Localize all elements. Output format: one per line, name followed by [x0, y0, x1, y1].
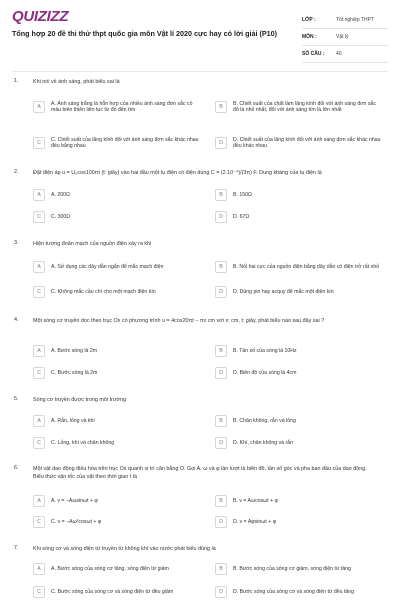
option-c[interactable] — [33, 583, 199, 601]
option-text: D. Chiết suất của lăng kính đối với ánh sáng đơn sắc khác nhau đều khác nhau — [233, 136, 381, 149]
option-text: A. Sử dụng các dây dẫn ngắn để mắc mạch điện — [51, 263, 164, 270]
question-number: 1. — [14, 78, 19, 84]
option-text: A. Rắn, lỏng và khí — [51, 417, 95, 424]
option-d[interactable] — [215, 365, 381, 381]
option-c[interactable] — [33, 435, 199, 451]
option-text: D. Dùng pin hay acquy để mắc một điện kín — [233, 288, 334, 295]
option-key: C — [33, 367, 45, 379]
question-text: Khi nói về ánh sáng, phát biểu sai là — [33, 79, 120, 85]
meta-row-count — [302, 46, 388, 63]
option-d[interactable] — [215, 583, 381, 601]
option-key: C — [33, 286, 45, 298]
meta-table — [302, 12, 388, 63]
option-key: C — [33, 437, 45, 449]
option-text: C. Bước sóng là 2m — [51, 369, 98, 376]
option-text: B. Nối hai cực của nguồn điện bằng dây dẫn có điện trở rất nhỏ — [233, 263, 380, 270]
option-key: C — [33, 137, 45, 149]
option-c[interactable] — [33, 365, 199, 381]
option-a[interactable] — [33, 493, 199, 509]
option-b[interactable] — [215, 257, 381, 277]
meta-label: SỐ CÂU : — [302, 51, 325, 57]
option-d[interactable] — [215, 435, 381, 451]
option-key: B — [215, 415, 227, 427]
option-a[interactable] — [33, 187, 199, 203]
option-text: B. Tần số của sóng là 10Hz — [233, 347, 297, 354]
option-text: B. Bước sóng của sóng cơ giảm, sóng điện từ tăng — [233, 565, 351, 572]
meta-value: Vật lý — [336, 34, 349, 40]
option-key: B — [215, 563, 227, 575]
option-d[interactable] — [215, 284, 381, 300]
question-text: Sóng cơ truyền được trong môi trường — [33, 397, 127, 403]
option-key: D — [215, 516, 227, 528]
option-text: C. v = −Aω²cosωt + φ — [51, 518, 102, 525]
option-key: D — [215, 286, 227, 298]
option-a[interactable] — [33, 561, 199, 577]
option-b[interactable] — [215, 413, 381, 429]
question-text: Khi sóng cơ và sóng điện từ truyền từ không khí vào nước phát biểu đúng là — [33, 546, 216, 552]
option-text: B. Chiết suất của chất làm lăng kính đối với ánh sáng đơn sắc đỏ là nhỏ nhất, đối với ánh sáng tím là lớn nhất — [233, 100, 376, 113]
option-key: B — [215, 101, 227, 113]
option-key: B — [215, 345, 227, 357]
option-key: A — [33, 101, 45, 113]
option-text: C. Lỏng, khí và chân không — [51, 439, 115, 446]
meta-label: LỚP : — [302, 17, 316, 23]
quizizz-logo: QUIZIZZ — [12, 8, 69, 25]
option-text: B. Chân không, rắn và lỏng — [233, 417, 296, 424]
option-key: A — [33, 495, 45, 507]
option-text: A. Ánh sáng trắng là hỗn hợp của nhiều ánh sáng đơn sắc có màu biến thiên liên tục từ đỏ đến tím — [51, 100, 193, 113]
option-a[interactable] — [33, 95, 199, 119]
option-key: D — [215, 437, 227, 449]
meta-row-subject — [302, 29, 388, 46]
option-b[interactable] — [215, 561, 381, 577]
option-text: D. Khí, chân không và rắn — [233, 439, 293, 446]
option-text: A. Bước sóng là 2m — [51, 347, 98, 354]
option-c[interactable] — [33, 514, 199, 530]
question-text: Hiện tượng đoản mạch của nguồn điện xảy ra khi — [33, 241, 152, 247]
option-text: D. 67Ω — [233, 213, 250, 220]
meta-label: MÔN : — [302, 34, 317, 40]
question-number: 2. — [14, 169, 19, 175]
question-text: Một sóng cơ truyền dọc theo trục Ox có phương trình u = 4cos20πt − πx cm với x: cm, t: giây, phát biểu nào sau đây sai ? — [33, 318, 325, 324]
option-text: D. Bước sóng của sóng cơ và sóng điện từ đều tăng — [233, 588, 355, 595]
option-c[interactable] — [33, 284, 199, 300]
option-key: D — [215, 137, 227, 149]
option-key: C — [33, 586, 45, 598]
option-d[interactable] — [215, 209, 381, 225]
option-a[interactable] — [33, 413, 199, 429]
option-text: C. Chiết suất của lăng kính đối với ánh sáng đơn sắc khác nhau đều bằng nhau — [51, 136, 199, 149]
option-key: D — [215, 211, 227, 223]
option-key: B — [215, 261, 227, 273]
question-number: 3. — [14, 240, 19, 246]
option-key: A — [33, 345, 45, 357]
option-d[interactable] — [215, 133, 381, 153]
option-text: D. Biên độ của sóng là 4cm — [233, 369, 297, 376]
option-a[interactable] — [33, 257, 199, 277]
option-key: B — [215, 495, 227, 507]
header — [0, 0, 400, 62]
option-text: D. v = Aφsinωt + φ — [233, 518, 277, 525]
option-key: D — [215, 367, 227, 379]
option-key: B — [215, 189, 227, 201]
option-a[interactable] — [33, 343, 199, 359]
meta-value: Tốt nghiệp THPT — [336, 17, 374, 23]
question-number: 7. — [14, 545, 19, 551]
option-key: A — [33, 563, 45, 575]
option-key: A — [33, 261, 45, 273]
question-number: 6. — [14, 465, 19, 471]
option-c[interactable] — [33, 133, 199, 153]
option-text: A. v = −Aωsinωt + φ — [51, 497, 98, 504]
option-text: C. 300Ω — [51, 213, 71, 220]
option-key: C — [33, 211, 45, 223]
option-key: C — [33, 516, 45, 528]
meta-value: 40 — [336, 51, 342, 57]
option-b[interactable] — [215, 343, 381, 359]
option-key: A — [33, 415, 45, 427]
option-key: D — [215, 586, 227, 598]
option-text: A. Bước sóng của sóng cơ tăng, sóng điện từ giảm — [51, 565, 169, 572]
option-key: A — [33, 189, 45, 201]
page-title: Tổng hợp 20 đề thi thử thpt quốc gia môn Vật lí 2020 cực hay có lời giải (P10) — [12, 29, 278, 38]
header-divider — [12, 71, 388, 72]
meta-row-class — [302, 12, 388, 29]
question-text: Đặt điện áp u = U₀cos100πt (t: giây) vào hai đầu một tụ điện có điện dung C = (2.10⁻⁴)/(3π) F. Dung kháng của tụ điện là — [33, 170, 322, 176]
option-text: B. 150Ω — [233, 191, 252, 198]
option-text: C. Không mắc cầu chì cho một mạch điện kín — [51, 288, 156, 295]
option-text: B. v = Aωcosωt + φ — [233, 497, 278, 504]
question-number: 4. — [14, 317, 19, 323]
option-b[interactable] — [215, 493, 381, 509]
option-d[interactable] — [215, 514, 381, 530]
option-text: C. Bước sóng của sóng cơ và sóng điện từ đều giảm — [51, 588, 174, 595]
option-text: A. 200Ω — [51, 191, 70, 198]
option-b[interactable] — [215, 95, 381, 119]
option-c[interactable] — [33, 209, 199, 225]
question-number: 5. — [14, 396, 19, 402]
question-text: Một vật dao động điều hòa trên trục Ox quanh vị trí cân bằng O. Gọi A, ω và φ lần lượt là biên độ, tần số góc và pha ban đầu của dao động. Biểu thức vận tốc của vật theo thời gian t là — [33, 466, 367, 480]
option-b[interactable] — [215, 187, 381, 203]
